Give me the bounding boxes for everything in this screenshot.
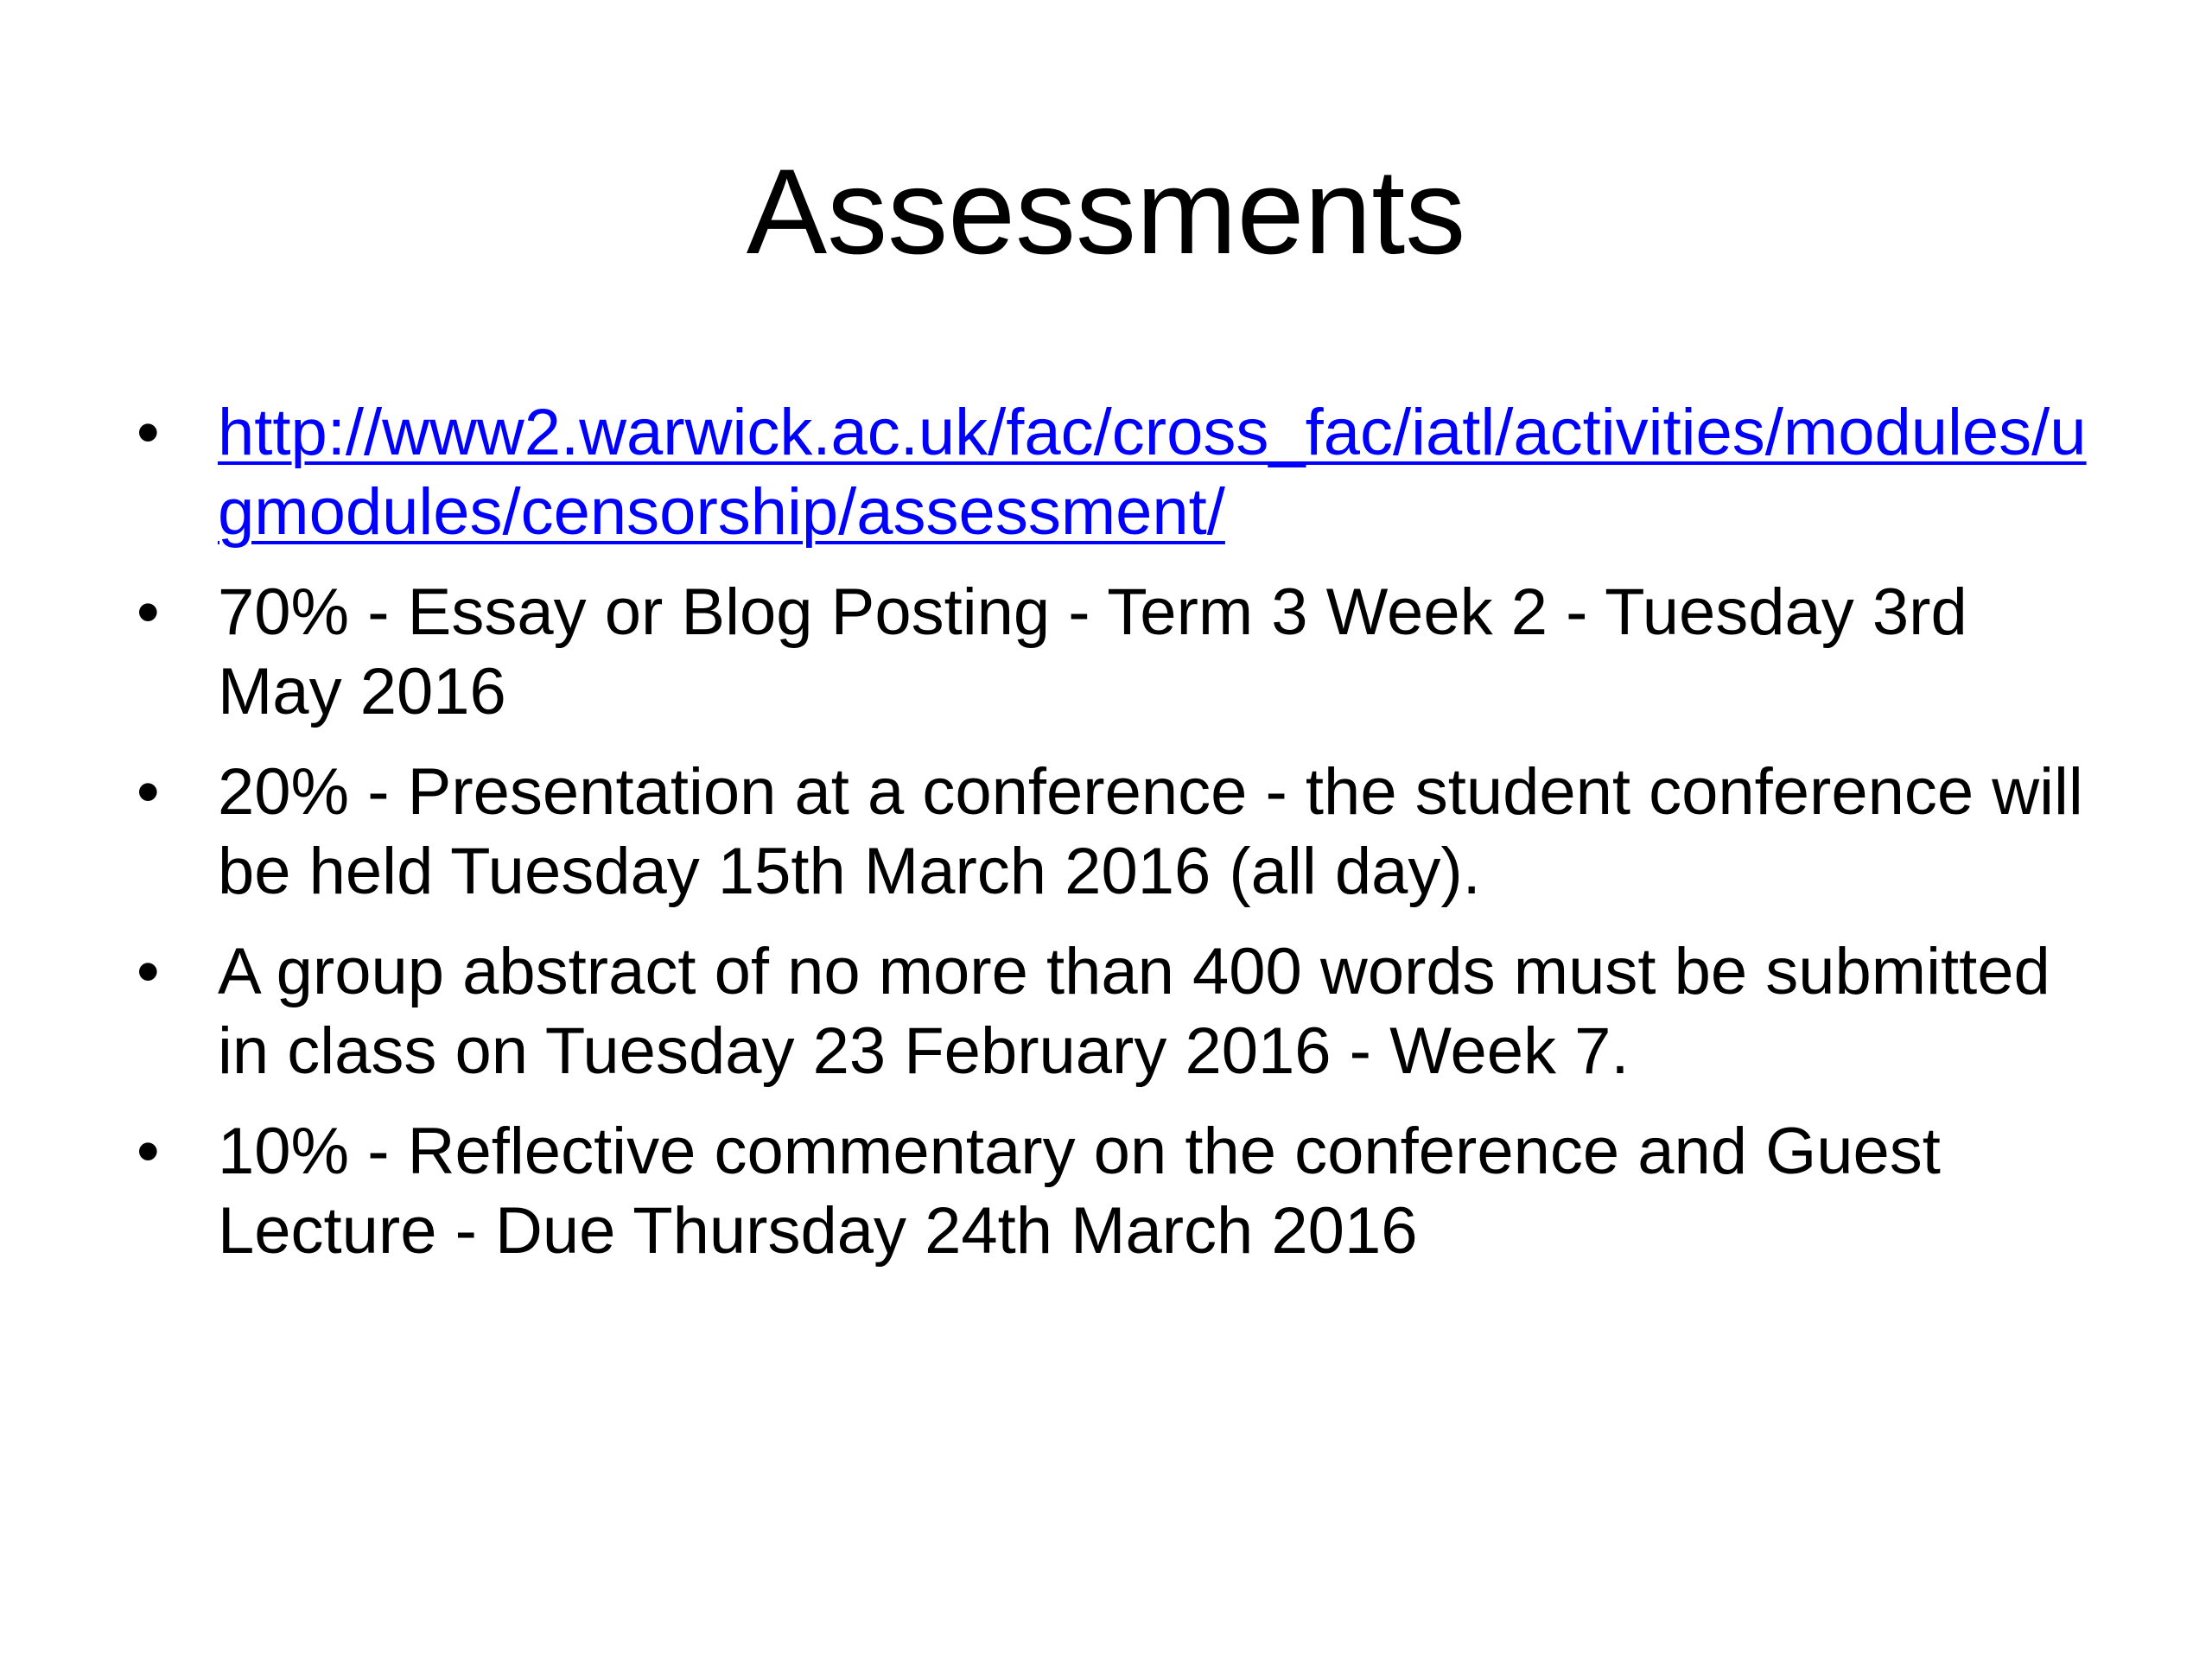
- bullet-icon: •: [137, 575, 160, 649]
- bullet-text-commentary: 10% - Reflective commentary on the conference and Guest Lecture - Due Thursday 24th March 2016: [218, 1115, 1941, 1268]
- bullet-text-essay: 70% - Essay or Blog Posting - Term 3 Week 2 - Tuesday 3rd May 2016: [218, 575, 1967, 728]
- bullet-text-abstract: A group abstract of no more than 400 words must be submitted in class on Tuesday 23 February 2016 - Week 7.: [218, 935, 2050, 1088]
- assessment-link[interactable]: http://www2.warwick.ac.uk/fac/cross_fac/iatl/activities/modules/ugmodules/censorship/assessment/: [218, 396, 2087, 549]
- bullet-icon: •: [137, 396, 160, 469]
- bullet-item-url: [130, 393, 2108, 552]
- bullet-icon: •: [137, 935, 160, 1008]
- slide-title: Assessments: [746, 143, 1466, 279]
- bullet-text-presentation: 20% - Presentation at a conference - the student conference will be held Tuesday 15th March 2016 (all day).: [218, 755, 2083, 908]
- bullet-list: [130, 393, 2108, 1292]
- bullet-icon: •: [137, 1115, 160, 1188]
- bullet-item-commentary: [130, 1112, 2108, 1271]
- bullet-icon: •: [137, 755, 160, 829]
- bullet-item-presentation: [130, 753, 2108, 912]
- bullet-item-essay: [130, 573, 2108, 732]
- bullet-item-abstract: [130, 932, 2108, 1091]
